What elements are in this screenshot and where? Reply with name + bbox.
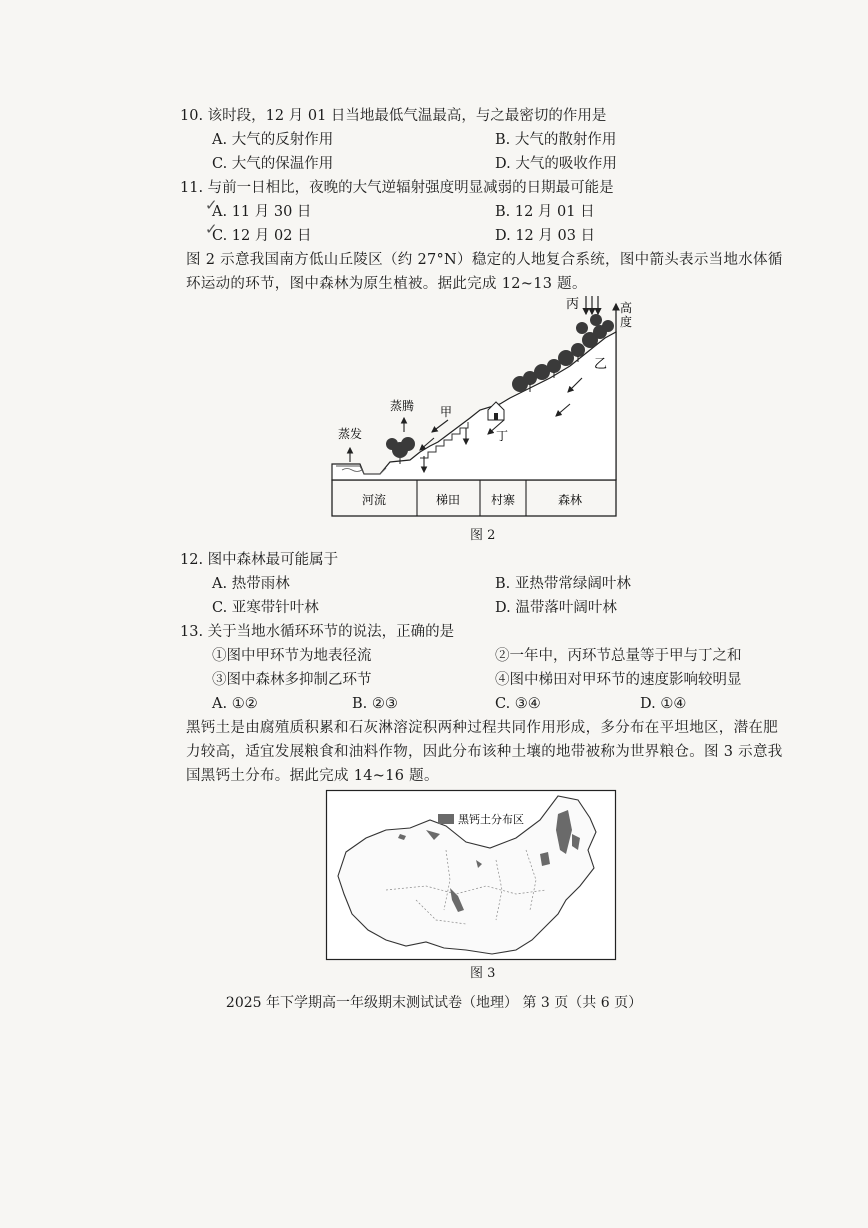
fig2-diagram <box>320 292 633 524</box>
q10-option-d: D. 大气的吸收作用 <box>495 156 617 172</box>
zone-village: 村寨 <box>490 493 516 507</box>
q13-statement-2: ②一年中，丙环节总量等于甲与丁之和 <box>495 648 742 664</box>
q11-option-a: A. 11 月 30 日 <box>212 204 312 220</box>
q11-option-b: B. 12 月 01 日 <box>495 204 595 220</box>
height-label-1: 高 <box>620 301 633 315</box>
height-label-2: 度 <box>620 315 633 329</box>
fig2-intro-paragraph: 图 2 示意我国南方低山丘陵区（约 27°N）稳定的人地复合系统，图中箭头表示当地水体循环运动的环节，图中森林为原生植被。据此完成 12~13 题。 <box>186 252 783 292</box>
label-bing: 丙 <box>566 297 580 312</box>
q13-statement-4: ④图中梯田对甲环节的速度影响较明显 <box>495 672 742 688</box>
legend-label: 黑钙土分布区 <box>458 813 524 826</box>
q10-stem: 10. 该时段，12 月 01 日当地最低气温最高，与之最密切的作用是 <box>180 108 607 124</box>
pencil-check-mark-icon: ✓ <box>205 196 218 214</box>
q11-option-c: C. 12 月 02 日 <box>212 228 312 244</box>
label-zhengfa: 蒸发 <box>338 427 363 441</box>
fig2-caption: 图 2 <box>470 528 496 543</box>
q12-option-a: A. 热带雨林 <box>212 576 290 592</box>
q10-option-b: B. 大气的散射作用 <box>495 132 617 148</box>
label-zhengteng: 蒸腾 <box>390 399 415 413</box>
q10-option-c: C. 大气的保温作用 <box>212 156 334 172</box>
q12-option-c: C. 亚寒带针叶林 <box>212 600 319 616</box>
fig3-intro-paragraph: 黑钙土是由腐殖质积累和石灰淋溶淀积两种过程共同作用形成，多分布在平坦地区，潜在肥力较高，适宜发展粮食和油料作物，因此分布该种土壤的地带被称为世界粮仓。图 3 示意我国黑钙土分布。据此完成 14~16 题。 <box>186 720 783 784</box>
q12-stem: 12. 图中森林最可能属于 <box>180 552 339 568</box>
label-yi: 乙 <box>594 357 608 372</box>
q13-option-d: D. ①④ <box>640 696 687 712</box>
pencil-check-mark-icon: ✓ <box>205 220 218 238</box>
q13-statement-1: ①图中甲环节为地表径流 <box>212 648 372 664</box>
q10-option-a: A. 大气的反射作用 <box>212 132 334 148</box>
zone-river: 河流 <box>361 493 387 507</box>
label-ding: 丁 <box>496 429 509 443</box>
q13-option-c: C. ③④ <box>495 696 541 712</box>
page-footer: 2025 年下学期高一年级期末测试试卷（地理） 第 3 页（共 6 页） <box>225 995 643 1011</box>
q11-stem: 11. 与前一日相比，夜晚的大气逆辐射强度明显减弱的日期最可能是 <box>180 180 614 196</box>
label-jia: 甲 <box>440 405 453 419</box>
q13-option-b: B. ②③ <box>352 696 398 712</box>
q12-option-b: B. 亚热带常绿阔叶林 <box>495 576 631 592</box>
q13-stem: 13. 关于当地水循环环节的说法，正确的是 <box>180 624 455 640</box>
q13-statement-3: ③图中森林多抑制乙环节 <box>212 672 372 688</box>
fig3-map <box>326 790 616 960</box>
fig3-caption: 图 3 <box>470 966 496 981</box>
q13-option-a: A. ①② <box>212 696 258 712</box>
legend-swatch <box>438 814 454 824</box>
zone-terrace: 梯田 <box>435 493 461 507</box>
q11-option-d: D. 12 月 03 日 <box>495 228 596 244</box>
q12-option-d: D. 温带落叶阔叶林 <box>495 600 617 616</box>
zone-forest: 森林 <box>557 493 583 507</box>
